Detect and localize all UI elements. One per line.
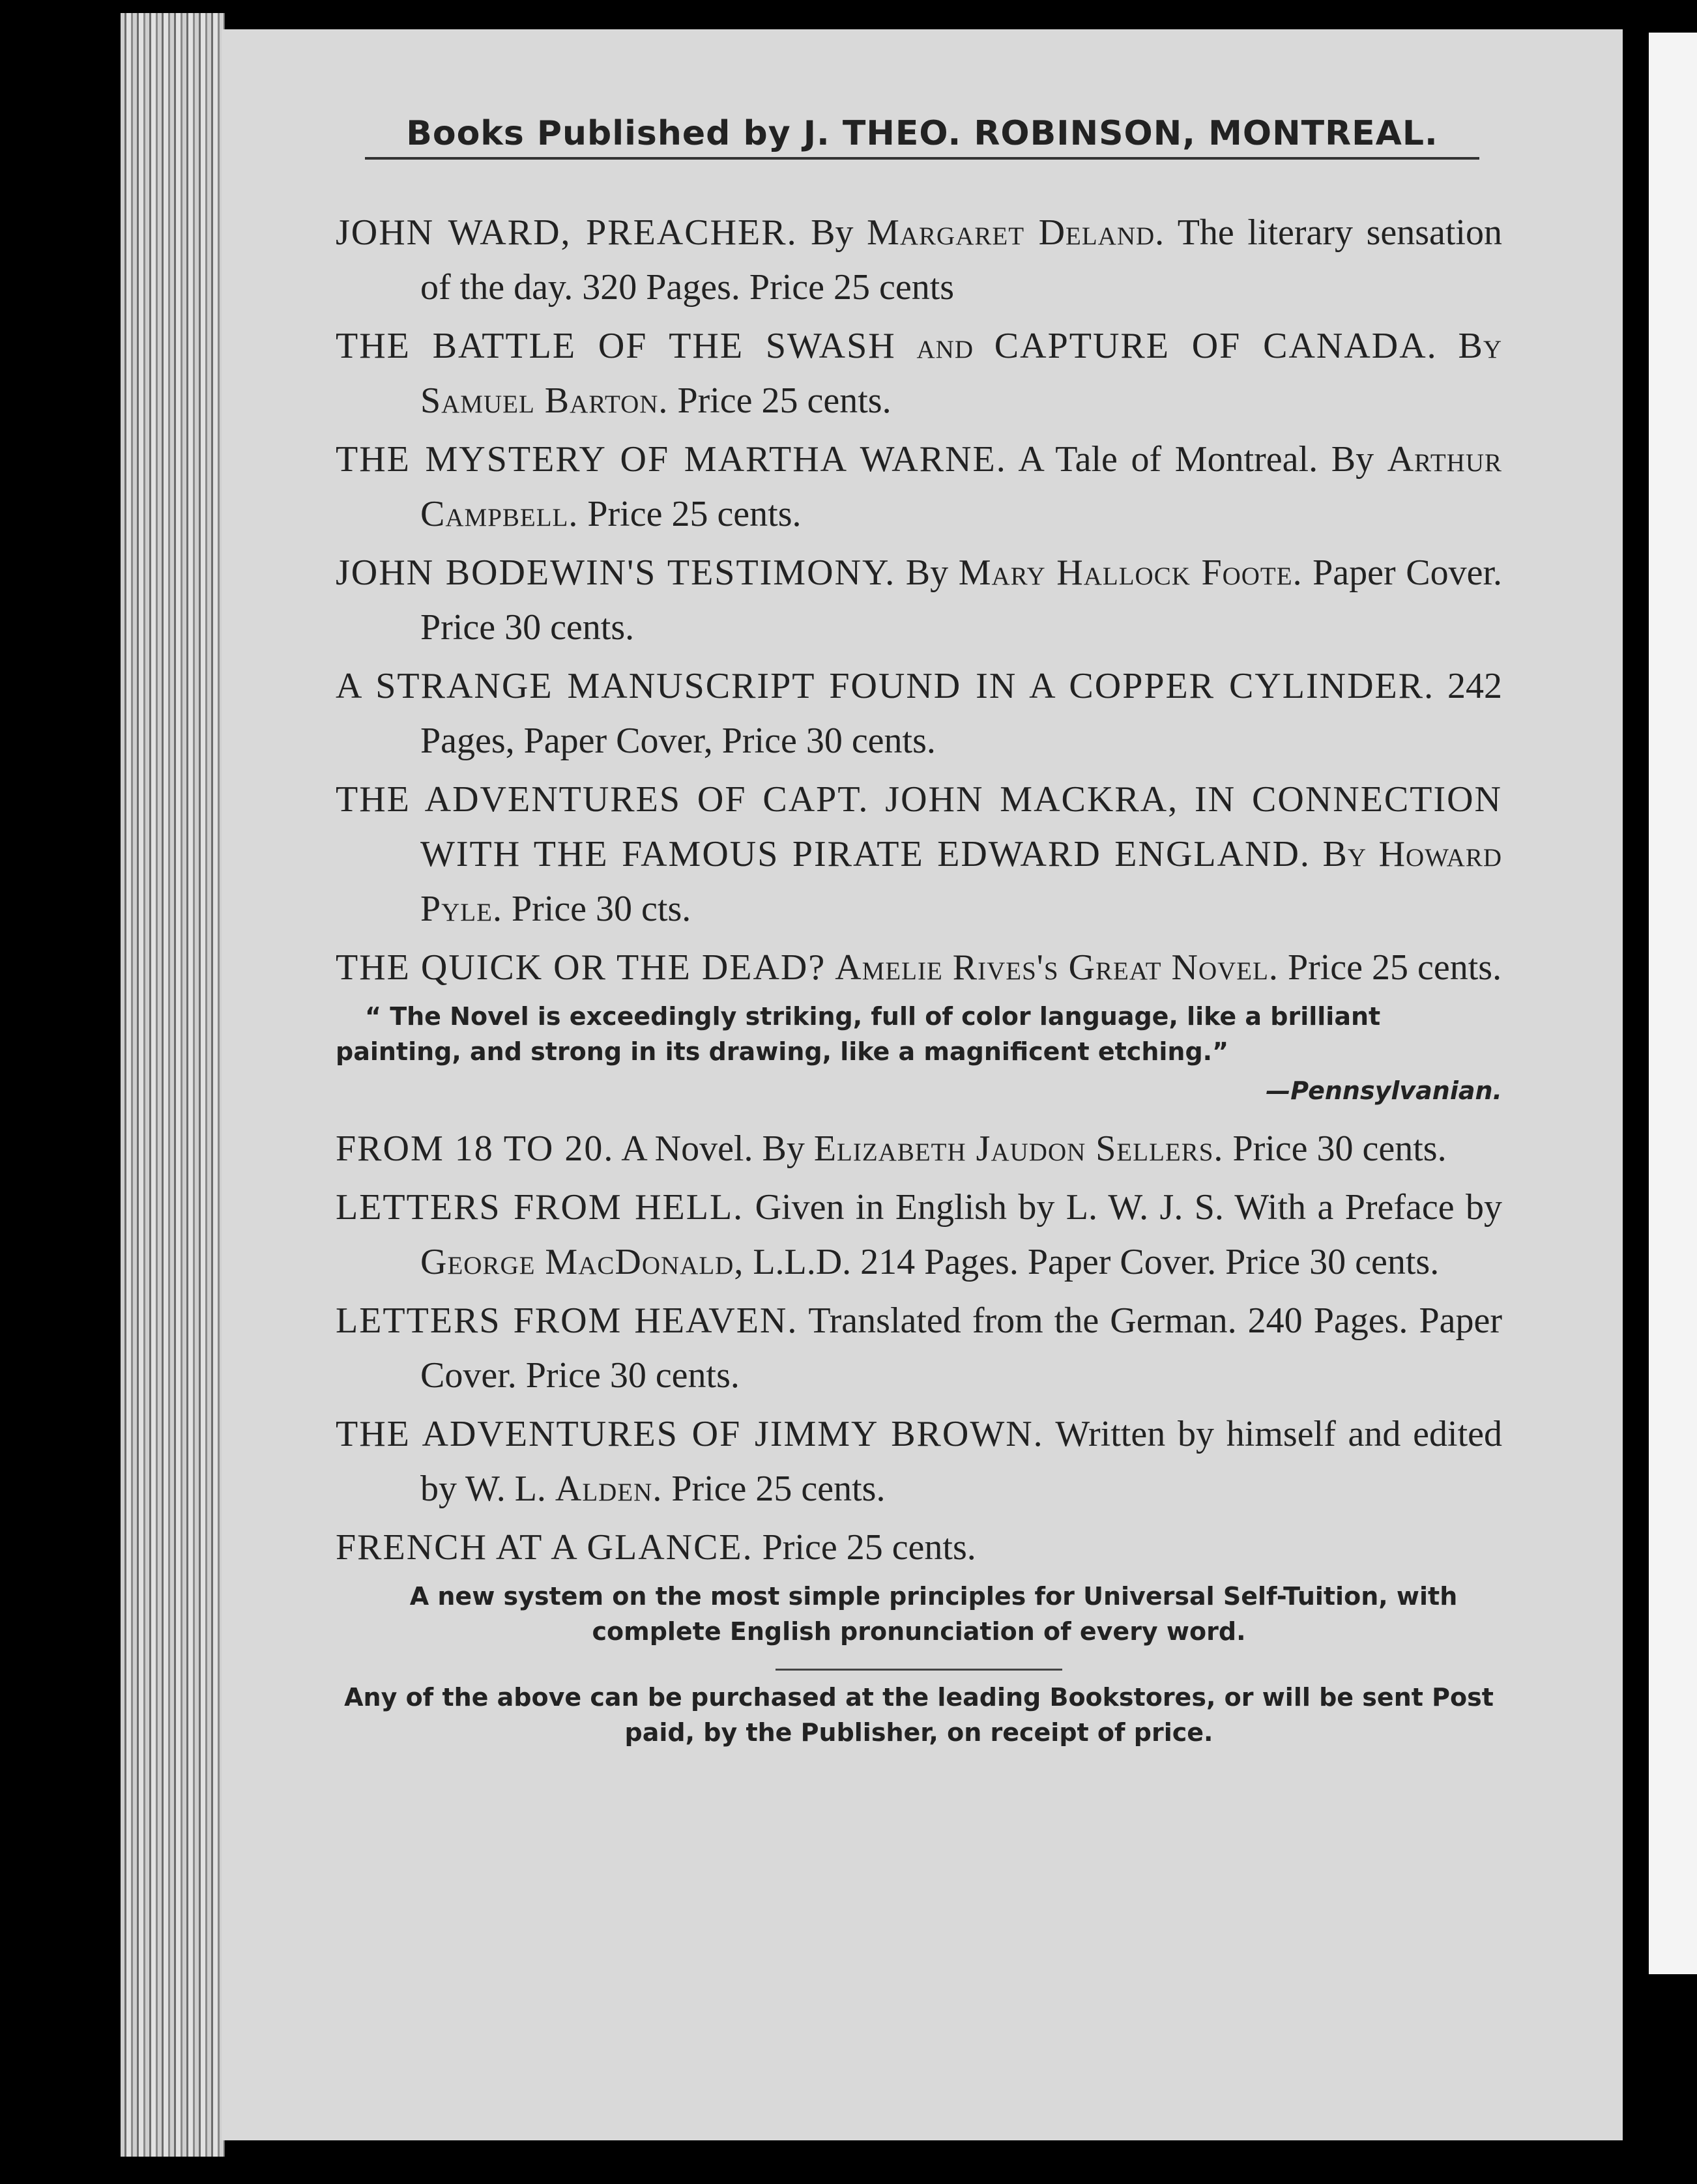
book-details: Price 25 cents. <box>587 494 802 534</box>
book-details: Price 25 cents. <box>1287 947 1502 988</box>
book-entry <box>336 1407 1502 1516</box>
book-title-continued: CAPTURE OF CANADA. <box>994 326 1438 366</box>
separator-rule <box>776 1669 1062 1671</box>
book-entry <box>336 772 1502 936</box>
book-entry <box>336 545 1502 655</box>
quote-source: —Pennsylvanian. <box>1266 1076 1502 1105</box>
french-description: A new system on the most simple principles for Universal Self-Tuition, with complete English pronunciation of every word. <box>409 1582 1458 1646</box>
book-title: THE ADVENTURES OF JIMMY BROWN. <box>336 1414 1044 1454</box>
book-author: Howard Pyle. <box>420 834 1502 929</box>
book-entry <box>336 659 1502 768</box>
book-title: THE BATTLE OF THE SWASH <box>336 326 896 366</box>
by-text: By <box>1458 326 1503 366</box>
book-entry <box>336 205 1502 315</box>
book-author: Alden. <box>555 1469 663 1509</box>
book-entry <box>336 432 1502 541</box>
book-details: L.L.D. 214 Pages. Paper Cover. Price 30 cents. <box>753 1242 1440 1282</box>
page-header: Books Published by J. THEO. ROBINSON, MONTREAL. <box>365 114 1479 160</box>
book-title: FROM 18 TO 20. <box>336 1128 615 1169</box>
book-entry <box>336 319 1502 428</box>
book-entry <box>336 940 1502 995</box>
page-edges <box>121 13 225 2157</box>
book-title: THE ADVENTURES OF CAPT. JOHN MACKRA, IN CONNECTION WITH THE FAMOUS PIRATE EDWARD ENGLAND. <box>336 779 1502 874</box>
book-author: Mary Hallock Foote. <box>958 553 1303 593</box>
book-details: Price 30 cts. <box>511 889 691 929</box>
book-entry <box>336 1520 1502 1575</box>
book-details: The literary sensation of the day. 320 Pages. Price 25 cents <box>420 212 1502 308</box>
by-text: By <box>1322 834 1367 874</box>
book-details: Price 25 cents. <box>671 1469 886 1509</box>
book-title: LETTERS FROM HEAVEN. <box>336 1300 798 1341</box>
by-text: By <box>811 212 854 253</box>
book-details: 242 Pages, Paper Cover, Price 30 cents. <box>420 666 1503 761</box>
book-subtitle: Given in English by L. W. J. S. With a Preface by <box>755 1187 1503 1228</box>
book-entry <box>336 1121 1502 1176</box>
book-details: Price 25 cents. <box>762 1527 976 1568</box>
book-details: Paper Cover. Price 30 cents. <box>420 553 1503 648</box>
book-title: A STRANGE MANUSCRIPT FOUND IN A COPPER CYLINDER. <box>336 666 1435 706</box>
facing-page-edge <box>1649 33 1697 1974</box>
book-title: LETTERS FROM HELL. <box>336 1187 744 1228</box>
book-entry <box>336 1293 1502 1403</box>
book-author: Elizabeth Jaudon Sellers. <box>813 1128 1224 1169</box>
book-author: Margaret Deland. <box>867 212 1165 253</box>
review-quote: “ The Novel is exceedingly striking, full of color language, like a brilliant painting, and strong in its drawing, like a magnificent etching.” <box>336 1002 1381 1066</box>
book-author: Amelie Rives's Great Novel. <box>835 947 1279 988</box>
book-title: FRENCH AT A GLANCE. <box>336 1527 753 1568</box>
book-subtitle: Written by himself and edited by W. L. <box>420 1414 1502 1509</box>
book-author: George MacDonald, <box>420 1242 744 1282</box>
book-title: THE MYSTERY OF MARTHA WARNE. <box>336 439 1007 480</box>
advertisement-page <box>222 29 1623 2140</box>
by-text: By <box>905 553 949 593</box>
book-details: Price 25 cents. <box>677 381 892 421</box>
and-text: and <box>916 326 974 366</box>
book-details: Price 30 cents. <box>1232 1128 1447 1169</box>
book-subtitle: A Tale of Montreal. By <box>1018 439 1374 480</box>
book-entry <box>336 1180 1502 1289</box>
book-list <box>336 205 1502 1750</box>
book-title: JOHN BODEWIN'S TESTIMONY. <box>336 553 896 593</box>
book-author: Samuel Barton. <box>420 381 669 421</box>
purchase-notice: Any of the above can be purchased at the leading Bookstores, or will be sent Post paid, by the Publisher, on receipt of price. <box>344 1683 1494 1747</box>
book-title: THE QUICK OR THE DEAD? <box>336 947 826 988</box>
book-author: Arthur Campbell. <box>420 439 1503 534</box>
book-subtitle: A Novel. By <box>621 1128 805 1169</box>
book-title: JOHN WARD, PREACHER. <box>336 212 798 253</box>
book-details: Translated from the German. 240 Pages. Paper Cover. Price 30 cents. <box>420 1300 1502 1396</box>
